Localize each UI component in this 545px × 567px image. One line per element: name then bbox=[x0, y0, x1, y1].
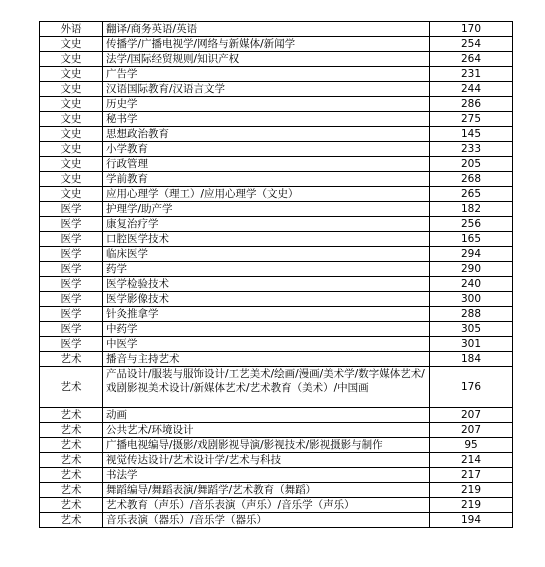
table-row bbox=[40, 22, 513, 37]
score-table-body bbox=[40, 22, 513, 528]
table-row bbox=[40, 142, 513, 157]
major-cell: 传播学/广播电视学/网络与新媒体/新闻学 bbox=[103, 37, 430, 52]
table-row bbox=[40, 277, 513, 292]
table-row bbox=[40, 408, 513, 423]
score-cell: 219 bbox=[430, 498, 513, 513]
score-cell: 256 bbox=[430, 217, 513, 232]
category-cell: 艺术 bbox=[40, 438, 103, 453]
score-cell: 294 bbox=[430, 247, 513, 262]
table-row bbox=[40, 52, 513, 67]
major-cell: 中药学 bbox=[103, 322, 430, 337]
score-cell: 207 bbox=[430, 423, 513, 438]
category-cell: 文史 bbox=[40, 37, 103, 52]
score-cell: 286 bbox=[430, 97, 513, 112]
major-cell: 广告学 bbox=[103, 67, 430, 82]
table-row bbox=[40, 453, 513, 468]
major-cell bbox=[103, 367, 430, 408]
major-cell: 口腔医学技术 bbox=[103, 232, 430, 247]
major-cell: 学前教育 bbox=[103, 172, 430, 187]
major-cell: 临床医学 bbox=[103, 247, 430, 262]
major-cell: 动画 bbox=[103, 408, 430, 423]
category-cell: 医学 bbox=[40, 232, 103, 247]
major-cell: 应用心理学（理工）/应用心理学（文史） bbox=[103, 187, 430, 202]
score-cell: 305 bbox=[430, 322, 513, 337]
score-cell: 176 bbox=[430, 367, 513, 408]
major-cell: 药学 bbox=[103, 262, 430, 277]
table-row bbox=[40, 127, 513, 142]
category-cell: 文史 bbox=[40, 187, 103, 202]
table-row bbox=[40, 307, 513, 322]
score-cell: 219 bbox=[430, 483, 513, 498]
category-cell: 艺术 bbox=[40, 453, 103, 468]
major-cell: 艺术教育（声乐）/音乐表演（声乐）/音乐学（声乐） bbox=[103, 498, 430, 513]
table-row bbox=[40, 322, 513, 337]
score-cell: 275 bbox=[430, 112, 513, 127]
category-cell: 医学 bbox=[40, 292, 103, 307]
category-cell: 艺术 bbox=[40, 513, 103, 528]
category-cell: 艺术 bbox=[40, 408, 103, 423]
score-cell: 207 bbox=[430, 408, 513, 423]
major-cell: 历史学 bbox=[103, 97, 430, 112]
score-cell: 290 bbox=[430, 262, 513, 277]
major-cell: 视觉传达设计/艺术设计学/艺术与科技 bbox=[103, 453, 430, 468]
category-cell: 文史 bbox=[40, 172, 103, 187]
category-cell: 文史 bbox=[40, 142, 103, 157]
category-cell: 文史 bbox=[40, 157, 103, 172]
score-cell: 95 bbox=[430, 438, 513, 453]
score-cell: 182 bbox=[430, 202, 513, 217]
table-row bbox=[40, 187, 513, 202]
major-cell: 舞蹈编导/舞蹈表演/舞蹈学/艺术教育（舞蹈） bbox=[103, 483, 430, 498]
score-table bbox=[39, 21, 513, 528]
category-cell: 艺术 bbox=[40, 498, 103, 513]
major-cell-text: 产品设计/服装与服饰设计/工艺美术/绘画/漫画/美术学/数字媒体艺术/戏剧影视美术设计/新媒体艺术/艺术教育（美术）/中国画 bbox=[106, 368, 425, 394]
major-cell: 播音与主持艺术 bbox=[103, 352, 430, 367]
category-cell: 艺术 bbox=[40, 423, 103, 438]
major-cell: 广播电视编导/摄影/戏剧影视导演/影视技术/影视摄影与制作 bbox=[103, 438, 430, 453]
table-row bbox=[40, 202, 513, 217]
major-cell: 思想政治教育 bbox=[103, 127, 430, 142]
table-row bbox=[40, 468, 513, 483]
table-row bbox=[40, 498, 513, 513]
category-cell: 艺术 bbox=[40, 352, 103, 367]
category-cell: 文史 bbox=[40, 112, 103, 127]
score-cell: 254 bbox=[430, 37, 513, 52]
major-cell: 针灸推拿学 bbox=[103, 307, 430, 322]
major-cell: 公共艺术/环境设计 bbox=[103, 423, 430, 438]
table-row bbox=[40, 438, 513, 453]
category-cell: 医学 bbox=[40, 322, 103, 337]
category-cell: 医学 bbox=[40, 262, 103, 277]
major-cell: 法学/国际经贸规则/知识产权 bbox=[103, 52, 430, 67]
table-row bbox=[40, 172, 513, 187]
major-cell: 康复治疗学 bbox=[103, 217, 430, 232]
score-cell: 244 bbox=[430, 82, 513, 97]
table-row bbox=[40, 513, 513, 528]
major-cell: 中医学 bbox=[103, 337, 430, 352]
table-row bbox=[40, 112, 513, 127]
category-cell: 艺术 bbox=[40, 367, 103, 408]
category-cell: 医学 bbox=[40, 247, 103, 262]
category-cell: 文史 bbox=[40, 52, 103, 67]
category-cell: 医学 bbox=[40, 337, 103, 352]
score-cell: 184 bbox=[430, 352, 513, 367]
major-cell: 秘书学 bbox=[103, 112, 430, 127]
major-cell: 翻译/商务英语/英语 bbox=[103, 22, 430, 37]
major-cell: 音乐表演（器乐）/音乐学（器乐） bbox=[103, 513, 430, 528]
major-cell: 行政管理 bbox=[103, 157, 430, 172]
category-cell: 医学 bbox=[40, 202, 103, 217]
major-cell: 医学检验技术 bbox=[103, 277, 430, 292]
category-cell: 医学 bbox=[40, 217, 103, 232]
score-cell: 301 bbox=[430, 337, 513, 352]
category-cell: 文史 bbox=[40, 67, 103, 82]
major-cell: 书法学 bbox=[103, 468, 430, 483]
table-row bbox=[40, 232, 513, 247]
score-cell: 194 bbox=[430, 513, 513, 528]
category-cell: 艺术 bbox=[40, 468, 103, 483]
category-cell: 医学 bbox=[40, 307, 103, 322]
table-row bbox=[40, 337, 513, 352]
score-cell: 240 bbox=[430, 277, 513, 292]
table-row bbox=[40, 67, 513, 82]
category-cell: 艺术 bbox=[40, 483, 103, 498]
score-cell: 170 bbox=[430, 22, 513, 37]
category-cell: 文史 bbox=[40, 97, 103, 112]
category-cell: 外语 bbox=[40, 22, 103, 37]
table-row bbox=[40, 352, 513, 367]
score-cell: 300 bbox=[430, 292, 513, 307]
major-cell: 护理学/助产学 bbox=[103, 202, 430, 217]
score-cell: 265 bbox=[430, 187, 513, 202]
table-row bbox=[40, 483, 513, 498]
score-cell: 205 bbox=[430, 157, 513, 172]
score-cell: 264 bbox=[430, 52, 513, 67]
major-cell: 小学教育 bbox=[103, 142, 430, 157]
table-row bbox=[40, 262, 513, 277]
table-row bbox=[40, 97, 513, 112]
score-cell: 268 bbox=[430, 172, 513, 187]
table-row bbox=[40, 247, 513, 262]
score-cell: 145 bbox=[430, 127, 513, 142]
table-row bbox=[40, 423, 513, 438]
table-row bbox=[40, 367, 513, 408]
major-cell: 汉语国际教育/汉语言文学 bbox=[103, 82, 430, 97]
table-row bbox=[40, 157, 513, 172]
table-row bbox=[40, 292, 513, 307]
table-row bbox=[40, 82, 513, 97]
score-cell: 214 bbox=[430, 453, 513, 468]
score-cell: 233 bbox=[430, 142, 513, 157]
score-cell: 288 bbox=[430, 307, 513, 322]
table-row bbox=[40, 217, 513, 232]
table-row bbox=[40, 37, 513, 52]
category-cell: 文史 bbox=[40, 82, 103, 97]
category-cell: 医学 bbox=[40, 277, 103, 292]
category-cell: 文史 bbox=[40, 127, 103, 142]
major-cell: 医学影像技术 bbox=[103, 292, 430, 307]
score-cell: 165 bbox=[430, 232, 513, 247]
score-cell: 217 bbox=[430, 468, 513, 483]
score-cell: 231 bbox=[430, 67, 513, 82]
